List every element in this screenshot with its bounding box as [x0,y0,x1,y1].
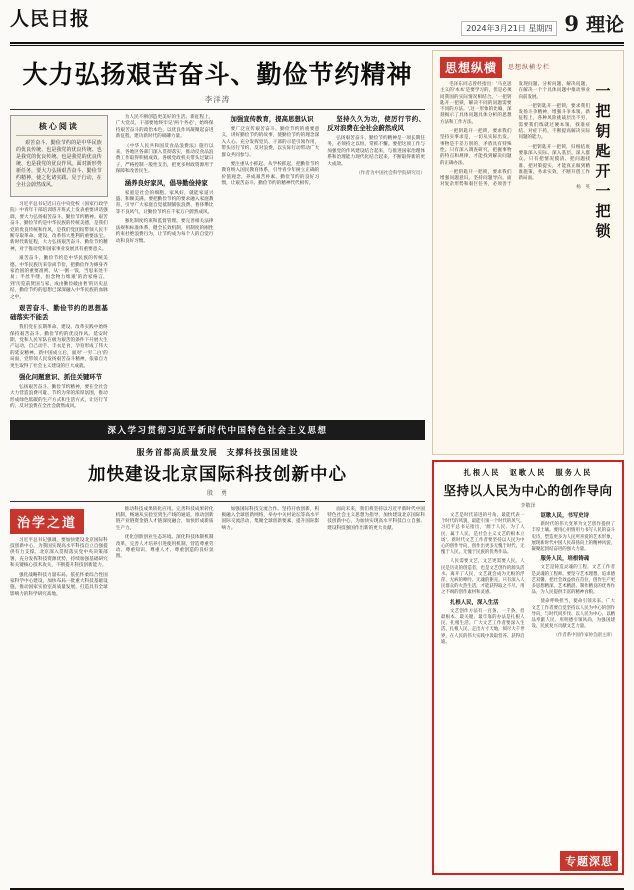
paragraph: 加强国际科技交流合作。坚持开放创新，积极融入全球创新网络，举办中关村论坛等高水平国际交流活动，集聚全球创新要素，提升国际影响力。 [221,506,320,531]
article2-eyebrow: 服务首都高质量发展 支撑科技强国建设 [136,447,299,457]
paragraph: 要广泛宣传艰苦奋斗、勤俭节约的重要意义，讲好勤俭节约的故事，使勤俭节约的理念深入人心。充分发挥党员、干部的示范引领作用，带头厉行节约、反对浪费，以实际行动带动广大群众共同参与。 [221,127,320,158]
page-body [10,50,624,885]
feature-subhead-1: 扎根人民，深入生活 [450,599,499,606]
key-reading-label: 核心阅读 [38,122,79,131]
column-badge-sixiangzongheng: 思想纵横 [440,57,502,78]
column-badge-zhixuezhidao: 治学之道 [10,509,84,534]
masthead-rule-thick [10,42,624,44]
masthead-right [461,6,624,37]
article1-col-1 [10,115,108,414]
article2-col-1 [10,507,108,602]
article1-col-3 [222,115,320,414]
paragraph: 习近平总书记强调，要加快建设北京国际科技创新中心，为我国实现高水平科技自立自强提供有力支撑。北京深入贯彻落实党中央决策部署，充分发挥科技资源优势，持续加强基础研究和关键核心技术攻关，不断提升科技创新能力。 [10,537,108,569]
paragraph: 一把钥匙开一把锁，要求我们坚持实事求是，一切从实际出发。事物是千差万别的，矛盾具有特殊性。只有深入调查研究，把握事物的特点和规律，才能找到解决问题的正确办法。 [440,129,512,166]
paragraph: 家庭是社会的细胞。家风好，就能家道兴盛、和顺美满。要把勤俭节约的要求融入家庭教育，引导广大家庭自觉抵制铺张浪费、奢侈攀比等不良风气，让勤俭节约在千家万户蔚然成风。 [115,190,214,215]
sidebar-header [440,57,616,78]
paragraph: 新时代的伟大变革为文艺创作提供了丰厚土壤。要用心用情用力书写人民的奋斗史诗，塑造更多为人民所喜爱的艺术形象，展现新时代中国人民昂扬向上的精神风貌，凝聚起团结奋进的强大力量。 [531,522,615,553]
article1-rule [10,109,425,110]
newspaper-logo: 人民日报 [10,8,91,30]
article2-col-4 [327,507,425,602]
paragraph: 一把钥匙开一把锁，要求我们增强问题意识，坚持问题导向。面对复杂形势和艰巨任务，必须善于发现问题、分析问题、解决问题，在解决一个个具体问题中推动事业向前发展。 [440,82,590,188]
article2-col-3 [222,507,320,602]
paragraph: 毛泽东同志曾经指出：'马克思主义的'本本'是要学习的，但是必须同我国的实际情况相结合。'一把钥匙开一把锁，解决不同的问题需要不同的方法。',这一形象的比喻，深刻揭示了具体问题具体分析的思想方法和工作方法。 [440,82,512,125]
section-name: 理论 [585,14,624,36]
article1-columns [10,115,425,414]
feature-article [432,460,624,875]
article2-rule [10,501,425,502]
article1-col-2 [116,115,214,414]
paragraph: 习近平总书记近日在中央党校（国家行政学院）中青年干部培训班开班式上发表重要讲话强调，要大力弘扬艰苦奋斗、勤俭节约精神。艰苦奋斗、勤俭节约是中华民族的传统美德，是我们党的优良传统和作风，是我们党团结带领人民不断夺取革命、建设、改革伟大胜利的重要法宝。新时代新征程，大力弘扬艰苦奋斗、勤俭节约精神，对于推动党和国家事业发展具有重要意义。 [10,202,108,252]
left-zone [10,50,425,885]
article2-col3-text [222,507,320,533]
paragraph: 使命呼唤担当，使命引领未来。广大文艺工作者要自觉坚持以人民为中心的创作导向，与时代同步伐、以人民为中心、以精品奉献人民、用明德引领风尚，为强国建设、民族复兴贡献文艺力量。 [531,599,615,630]
article2-byline: 殷 勇 [206,489,228,497]
paragraph: 人民需要文艺，文艺更需要人民。人民是历史的创造者，也是文艺创作的源头活水。离开了人民，文艺就会成为无根的浮萍、无病的呻吟、无魂的躯壳。只有深入人民群众的火热生活，才能获得取之不尽、用之不竭的创作素材和灵感。 [441,559,525,596]
paragraph: 优化创新创业生态环境。深化科技体制机制改革，完善人才培养引进使用机制，营造尊重劳动、尊重知识、尊重人才、尊重创造的良好氛围。 [115,535,214,560]
article1-col2-text [116,115,214,245]
article1-byline: 李洋涛 [204,95,231,104]
sidebar-column-sixiangzongheng [432,50,624,455]
issue-date: 2024年3月21日 星期四 [461,21,557,36]
article2-headline: 加快建设北京国际科技创新中心 [88,464,347,485]
article1-headline: 大力弘扬艰苦奋斗、勤俭节约精神 [22,60,413,89]
article2-col1-text [10,538,108,599]
paragraph: 一把钥匙开一把锁，要求我们发扬斗争精神，增强斗争本领。新征程上，各种风险挑战层出不穷，需要我们练就过硬本领，找准症结、对症下药，不断提高解决实际问题的能力。 [518,103,590,141]
article2-col4-text [327,507,425,533]
column-badge-zhuantishensi: 专题深思 [560,851,618,871]
feature-byline: 李敬泽 [520,503,536,509]
paragraph: 《中华人民共和国反食品浪费法》施行以来，各地区各部门深入贯彻落实，推动反食品浪费工作取得积极成效。各级党政机关带头过紧日子，严格控制一般性支出，把更多财政资源用于保障和改善民生。 [115,143,214,175]
article1-col4-text [327,115,425,177]
column-badge-subtitle: 思想纵横专栏 [508,64,551,71]
article1-author-note: （作者为中国社会科学院研究员） [356,171,425,177]
article1-subhead-2: 强化问题意识、抓住关键环节 [19,372,103,381]
paragraph: 要注重从小抓起、从学校抓起，把勤俭节约教育纳入国民教育体系，引导青少年树立正确的价值观念，养成艰苦朴素、勤俭节约的良好习惯，让艰苦奋斗、勤俭节约的精神代代相传。 [221,162,320,187]
paragraph: 文艺是铸造灵魂的工程，文艺工作者是灵魂的工程师。要坚守艺术理想，追求德艺双馨，把社会效益放在首位，创作生产更多思想精深、艺术精湛、制作精良的优秀作品，为人民提供丰富的精神食粮。 [531,565,615,596]
paragraph: 强化制度约束和监督管理。要完善相关法律法规和标准体系，健全长效机制，用制度的刚性约束杜绝浪费行为，让节约成为每个人的自觉行动和良好习惯。 [115,219,214,244]
sidebar-author: 杨 英 [576,185,590,191]
feature-eyebrow: 扎根人民 讴歌人民 服务人民 [463,468,593,477]
paragraph: 文艺创作方法有一百条、一千条，但最根本、最关键、最牢靠的办法是扎根人民、扎根生活。广大文艺工作者要深入生活、扎根人民，走出方寸天地，阅尽大千世界，在人民的伟大实践中汲取营养、获得启迪。 [441,608,525,645]
article2-col2-text [116,507,214,561]
study-campaign-banner: 深入学习贯彻习近平新时代中国特色社会主义思想 [10,420,425,440]
right-zone [432,50,624,885]
feature-body [441,513,615,646]
feature-author-note: （作者系中国作家协会副主席） [553,633,615,639]
sidebar-body [440,82,590,192]
article1-subhead-1: 艰苦奋斗、勤俭节约的思想基础落实不能丢 [10,304,108,322]
article1-col-4 [327,115,425,414]
article2-columns [10,507,425,602]
feature-subhead-2: 讴歌人民，书写史诗 [540,513,590,519]
paragraph: 推动科技成果转化应用。完善科技成果转化机制，畅通从实验室到生产线的通道，推动创新链产业链资金链人才链深度融合，加快形成新质生产力。 [115,506,214,531]
paragraph: 文艺是时代前进的号角，最能代表一个时代的风貌，最能引领一个时代的风气。习近平总书记指出，'源于人民、为了人民、属于人民，是社会主义文艺的根本立场'。新时代文艺工作者要坚持以人民为中心的创作导向，创作出更多无愧于时代、无愧于人民、无愧于民族的优秀作品。 [441,513,525,556]
key-reading-paragraph: 艰苦奋斗、勤俭节约的是中华民族的优良传统、也是我党的优良传统、也是我党的优良传统、也是我党的优良传统、也是我党的优良作风。面对新形势新任务，要大力弘扬艰苦奋斗、勤俭节约精神，使之化诸实践、见于行动，在全社会蔚然成风。 [16,140,102,188]
article1-subhead-3: 涵养良好家风，倡导勤俭持家 [124,178,208,187]
masthead [10,6,624,40]
key-reading-text [16,140,102,189]
paragraph: 艰苦奋斗、勤俭节约是中华民族的传统美德。中华民族历来崇尚节俭，把勤俭作为修身齐家治国的重要准则。从'一粥一饭，当思来处不易；半丝半缕，恒念物力维艰'的治家格言，到'历览前贤国与家，成由勤俭破由奢'的历史总结，勤俭节约的思想已深深融入中华民族的血脉之中。 [10,256,108,300]
paragraph: 一把钥匙开一把锁，归根结底要靠深入实际、深入基层、深入群众。只有把情况摸清、把问题找准、把对策提实，才能真正做到精准施策、务求实效，不断开创工作新局面。 [518,144,590,182]
paragraph: 我们党在长期革命、建设、改革实践中始终保持艰苦奋斗、勤俭节约的优良作风。延安时期，党和人民军队在极为艰苦的条件下开展大生产运动，自己动手、丰衣足食，孕育形成了伟大的延安精神。新中国成立后，面对'一穷二白'的局面，党带领人民发扬艰苦奋斗精神，依靠自力更生取得了社会主义建设的巨大成就。 [10,325,108,369]
article2-col-2 [116,507,214,602]
key-reading-box [10,115,108,197]
article1-col3-text [222,115,320,188]
paragraph: 为人民不断创造更美好的生活。新征程上，广大党员、干部要始终牢记'两个务必'，始终保持艰苦奋斗的政治本色，以优良作风凝聚起奋进新征程、建功新时代的磅礴力量。 [115,115,214,140]
article1-col1-text [10,202,108,411]
paragraph: 强化战略科技力量布局。依托怀柔综合性国家科学中心建设，加快布局一批重大科技基础设施，推动国家实验室高质量发展，打造具有全球影响力的科学研究高地。 [10,572,108,597]
article1-subhead-4: 加强宣传教育，提高思想认识 [230,115,314,123]
page-number: 9 [564,11,579,36]
paragraph: 弘扬艰苦奋斗、勤俭节约精神是一项长期任务，必须持之以恒、常抓不懈。要把这项工作与加强党的作风建设结合起来，与推进国家治理体系和治理能力现代化结合起来，不断取得新的更大成效。 [327,136,425,167]
paragraph: 面向未来，我们将坚持以习近平新时代中国特色社会主义思想为指导，加快建设北京国际科技创新中心，为加快实现高水平科技自立自强、建设科技强国作出新的更大贡献。 [327,506,425,531]
key-reading-rule [16,135,102,136]
masthead-rule-thin [10,45,624,46]
article1-subhead-5: 坚持久久为功，使厉行节约、反对浪费在全社会蔚然成风 [327,115,425,132]
feature-title: 坚持以人民为中心的创作导向 [443,483,613,498]
sidebar-vertical-title: 一把钥匙开一把锁 [595,82,613,240]
paragraph: 弘扬艰苦奋斗、勤俭节约精神，要在全社会大力营造浪费可耻、节约为荣的浓厚氛围，推动形成绿色低碳的生产方式和生活方式，让厉行节约、反对浪费在全社会蔚然成风。 [10,384,108,410]
feature-subhead-3: 服务人民，培根铸魂 [540,556,590,563]
